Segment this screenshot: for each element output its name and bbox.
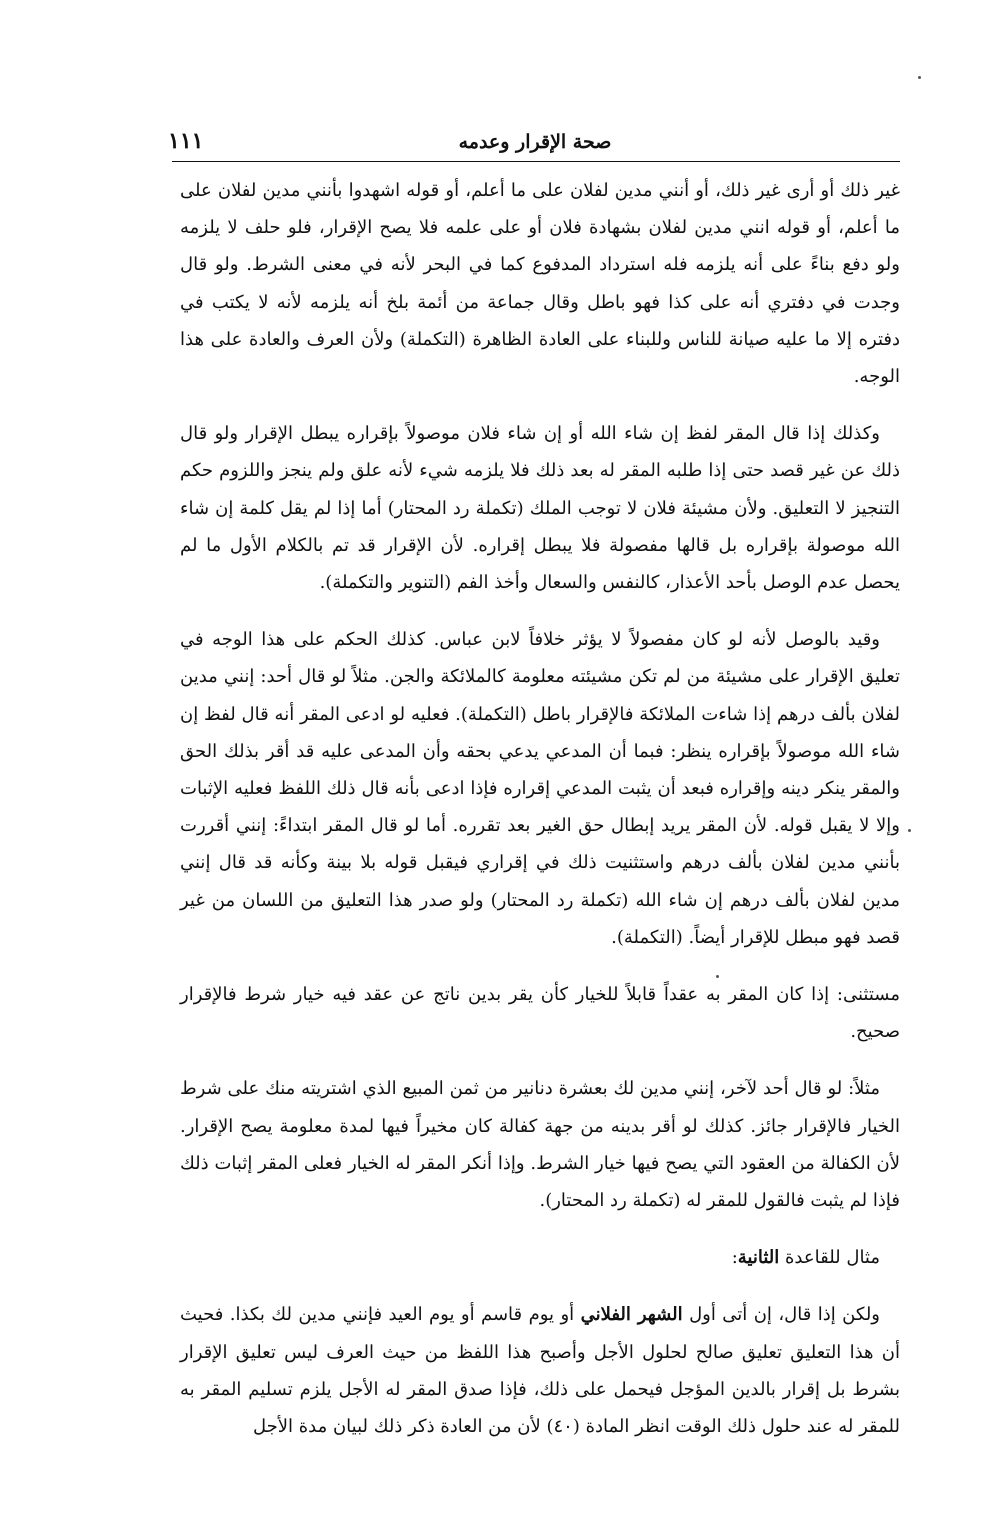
page-number: ١١١ <box>168 128 204 154</box>
paragraph-7-bold: الشهر الفلاني <box>580 1304 683 1326</box>
page-header <box>168 126 902 160</box>
header-rule <box>172 161 900 162</box>
paragraph-3: وقيد بالوصل لأنه لو كان مفصولاً لا يؤثر خلافاً لابن عباس. كذلك الحكم على هذا الوجه في تعليق الإقرار على مشيئة من لم تكن مشيئته معلومة كالملائكة والجن. مثلاً لو قال أحد: إنني مدين لفلان بألف درهم إذا شاءت الملائكة فالإقرار باطل (التكملة). فعليه لو ادعى المقر أنه قال لفظ إن شاء الله موصولاً بإقراره ينظر: فبما أن المدعي يدعي بحقه وأن المدعى عليه قد أقر بذلك الحق والمقر ينكر دينه وإقراره فبعد أن يثبت المدعي إقراره فإذا ادعى بأنه قال ذلك اللفظ فعليه الإثبات وإلا لا يقبل قوله. لأن المقر يريد إبطال حق الغير بعد تقرره. أما لو قال المقر ابتداءً: إنني أقررت بأنني مدين لفلان بألف درهم واستثنيت ذلك في إقراري فيقبل قوله بلا بينة وكأنه قد قال إنني مدين لفلان بألف درهم إن شاء الله (تكملة رد المحتار) ولو صدر هذا التعليق من اللسان من غير قصد فهو مبطل للإقرار أيضاً. (التكملة). <box>180 629 900 948</box>
paragraph-7-start: ولكن إذا قال، إن أتى أول <box>682 1304 880 1326</box>
paragraph-4: مستثنى: إذا كان المقر به عقداً قابلاً للخيار كأن يقر بدين ناتج عن عقد فيه خيار شرط فالإقرار صحيح. <box>180 984 900 1043</box>
paragraph-7-rest: أو يوم قاسم أو يوم العيد فإنني مدين لك بكذا. فحيث أن هذا التعليق تعليق صالح لحلول الأجل وأصبح هذا اللفظ من حيث العرف ليس تعليق الإقرار بشرط بل إقرار بالدين المؤجل فيحمل على ذلك، فإذا صدق المقر له الأجل يلزم تسليم المقر به للمقر له عند حلول ذلك الوقت انظر المادة (٤٠) لأن من العادة ذكر ذلك لبيان مدة الأجل <box>180 1304 900 1438</box>
paragraph-5: مثلاً: لو قال أحد لآخر، إنني مدين لك بعشرة دنانير من ثمن المبيع الذي اشتريته منك على شرط الخيار فالإقرار جائز. كذلك لو أقر بدينه من جهة كفالة كان مخيراً فيها لمدة معلومة يصح الإقرار. لأن الكفالة من العقود التي يصح فيها خيار الشرط. وإذا أنكر المقر له الخيار فعلى المقر إثبات ذلك فإذا لم يثبت فالقول للمقر له (تكملة رد المحتار). <box>180 1078 900 1212</box>
example-heading-colon: : <box>731 1247 738 1269</box>
paragraph-2: وكذلك إذا قال المقر لفظ إن شاء الله أو إن شاء فلان موصولاً بإقراره يبطل الإقرار ولو قال ذلك عن غير قصد حتى إذا طلبه المقر له بعد ذلك فلا يلزمه شيء لأنه علق ولم ينجز واللزوم حكم التنجيز لا التعليق. ولأن مشيئة فلان لا توجب الملك (تكملة رد المحتار) أما إذا لم يقل كلمة إن شاء الله موصولة بإقراره بل قالها مفصولة فلا يبطل إقراره. لأن الإقرار قد تم بالكلام الأول ما لم يحصل عدم الوصل بأحد الأعذار، كالنفس والسعال وأخذ الفم (التنوير والتكملة). <box>180 423 900 594</box>
scan-speck <box>918 76 921 79</box>
example-heading <box>180 1239 900 1276</box>
scan-speck <box>716 975 719 978</box>
paragraph-1: غير ذلك أو أرى غير ذلك، أو أنني مدين لفلان على ما أعلم، أو قوله اشهدوا بأنني مدين لفلان على ما أعلم، أو قوله انني مدين لفلان بشهادة فلان أو على علمه فلا يصح الإقرار، فلو حلف لا يلزمه ولو دفع بناءً على أنه يلزمه فله استرداد المدفوع كما في البحر لأنه في معنى الشرط. ولو قال وجدت في دفتري أنه على كذا فهو باطل وقال جماعة من أئمة بلخ أنه يلزمه لأنه لا يكتب في دفتره إلا ما عليه صيانة للناس وللبناء على العادة الظاهرة (التكملة) ولأن العرف والعادة على هذا الوجه. <box>180 180 900 388</box>
example-heading-text: مثال للقاعدة <box>779 1247 880 1269</box>
body-text <box>180 172 900 1465</box>
example-heading-bold: الثانية <box>737 1247 780 1269</box>
running-title: صحة الإقرار وعدمه <box>458 131 612 153</box>
paragraph-7 <box>180 1296 900 1445</box>
scan-speck <box>908 829 911 832</box>
